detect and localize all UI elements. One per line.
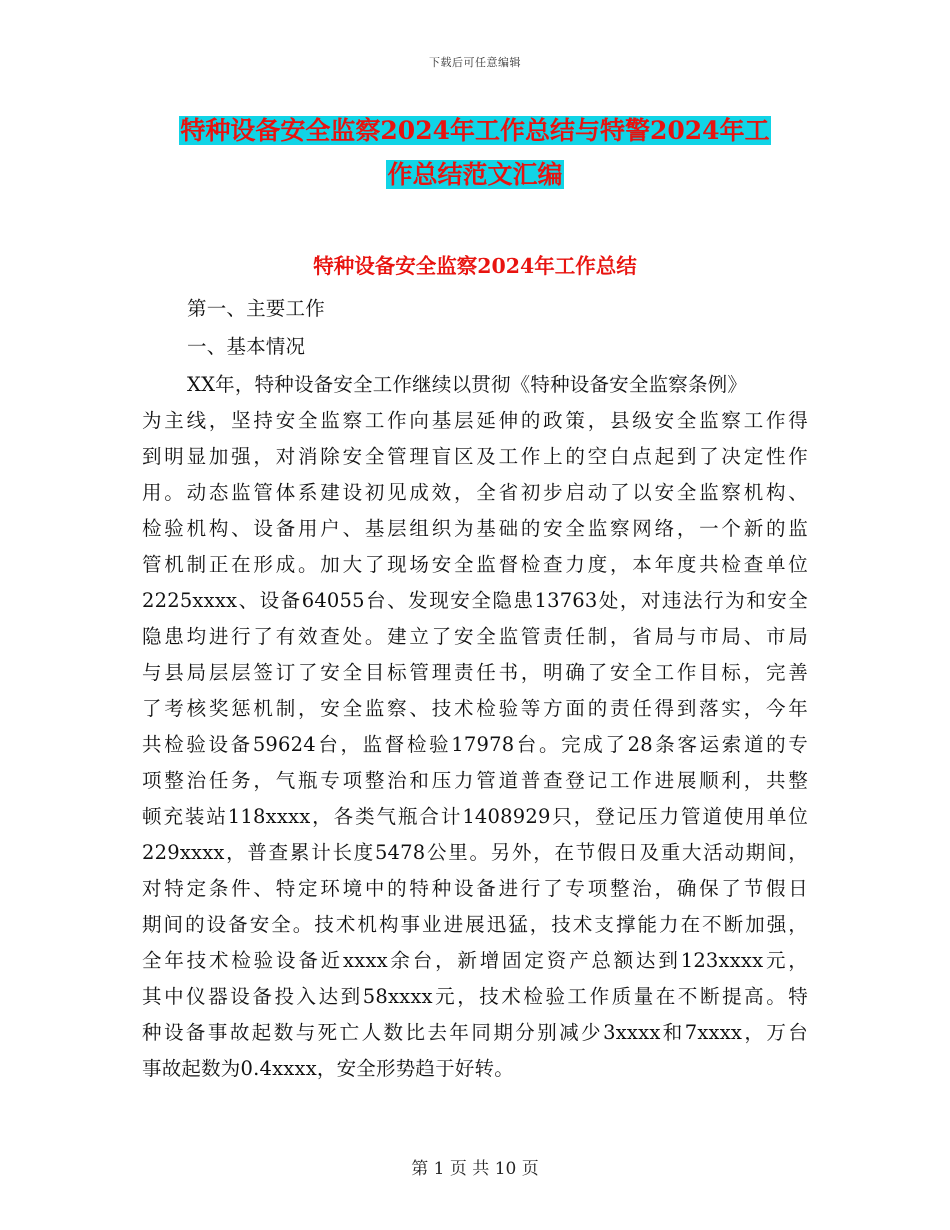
main-title-line-1-text: 特种设备安全监察2024年工作总结与特警2024年工 — [180, 116, 770, 145]
paragraph-line: 期间的设备安全。技术机构事业进展迅猛，技术支撑能力在不断加强， — [142, 913, 808, 936]
paragraph-line: 项整治任务，气瓶专项整治和压力管道普查登记工作进展顺利，共整 — [142, 769, 808, 792]
document-subtitle: 特种设备安全监察2024年工作总结 — [313, 254, 637, 278]
paragraph-line: 到明显加强，对消除安全管理盲区及工作上的空白点起到了决定性作 — [142, 445, 808, 468]
header-note: 下载后可任意编辑 — [429, 56, 521, 69]
paragraph-line: 事故起数为0.4xxxx，安全形势趋于好转。 — [142, 1057, 514, 1080]
paragraph-line: 了考核奖惩机制，安全监察、技术检验等方面的责任得到落实，今年 — [142, 697, 808, 720]
paragraph-line: 2225xxxx、设备64055台、发现安全隐患13763处，对违法行为和安全 — [142, 589, 808, 612]
paragraph-line: 全年技术检验设备近xxxx余台，新增固定资产总额达到123xxxx元， — [142, 949, 808, 972]
paragraph-line: 种设备事故起数与死亡人数比去年同期分别减少3xxxx和7xxxx，万台 — [142, 1021, 808, 1044]
page-footer: 第 1 页 共 10 页 — [411, 1159, 539, 1179]
paragraph-line: 顿充装站118xxxx，各类气瓶合计1408929只，登记压力管道使用单位 — [142, 805, 808, 828]
main-title-line-1 — [0, 112, 950, 150]
paragraph-line: 隐患均进行了有效查处。建立了安全监管责任制，省局与市局、市局 — [142, 625, 808, 648]
paragraph-line: 其中仪器设备投入达到58xxxx元，技术检验工作质量在不断提高。特 — [142, 985, 808, 1008]
main-title-line-2 — [0, 156, 950, 194]
subsection-heading: 一、基本情况 — [187, 335, 306, 358]
paragraph-line: XX年，特种设备安全工作继续以贯彻《特种设备安全监察条例》 — [187, 373, 748, 396]
paragraph-line: 229xxxx，普查累计长度5478公里。另外，在节假日及重大活动期间， — [142, 841, 808, 864]
paragraph-line: 为主线，坚持安全监察工作向基层延伸的政策，县级安全监察工作得 — [142, 409, 808, 432]
paragraph-line: 管机制正在形成。加大了现场安全监督检查力度，本年度共检查单位 — [142, 553, 808, 576]
main-title-line-2-text: 作总结范文汇编 — [387, 160, 563, 189]
paragraph-line: 与县局层层签订了安全目标管理责任书，明确了安全工作目标，完善 — [142, 661, 808, 684]
paragraph-line: 检验机构、设备用户、基层组织为基础的安全监察网络，一个新的监 — [142, 517, 808, 540]
paragraph-line: 用。动态监管体系建设初见成效，全省初步启动了以安全监察机构、 — [142, 481, 808, 504]
paragraph-line: 共检验设备59624台，监督检验17978台。完成了28条客运索道的专 — [142, 733, 808, 756]
paragraph-line: 对特定条件、特定环境中的特种设备进行了专项整治，确保了节假日 — [142, 877, 808, 900]
section-heading: 第一、主要工作 — [187, 297, 325, 320]
